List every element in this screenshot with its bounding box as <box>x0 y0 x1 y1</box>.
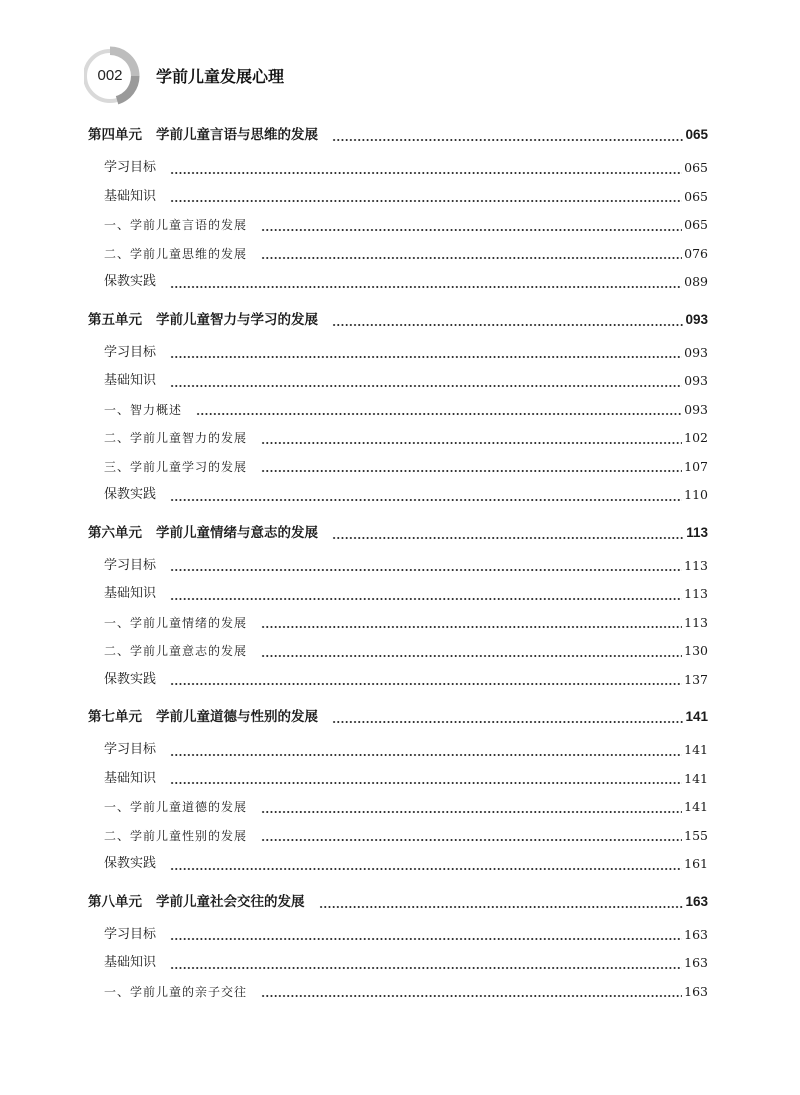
page-number: 002 <box>97 67 123 84</box>
dot-leader <box>332 721 683 723</box>
toc-page-number: 155 <box>684 827 708 843</box>
toc-page-number: 141 <box>684 770 708 786</box>
toc-entry-title: 保教实践 <box>104 671 157 687</box>
toc-unit-heading <box>88 698 318 736</box>
toc-section-entry[interactable] <box>88 793 708 822</box>
toc-entry-title: 保教实践 <box>104 856 157 871</box>
dot-leader <box>170 683 682 685</box>
toc-unit-label: 第七单元 <box>88 709 142 725</box>
dot-leader <box>332 139 683 141</box>
toc-entry-title: 一、学前儿童的亲子交往 <box>104 984 248 999</box>
toc-entry-title: 学习目标 <box>104 557 157 573</box>
dot-leader <box>170 569 682 571</box>
toc-sub-entry[interactable] <box>88 736 708 765</box>
dot-leader <box>196 413 682 415</box>
toc-section-entry[interactable] <box>88 637 708 666</box>
toc-entry-title: 基础知识 <box>104 586 157 601</box>
dot-leader <box>261 655 682 657</box>
toc-page-number: 102 <box>684 430 708 445</box>
toc-page-number: 141 <box>685 709 708 724</box>
toc-page-number: 130 <box>684 643 708 658</box>
toc-entry-title: 三、学前儿童学习的发展 <box>104 459 248 474</box>
dot-leader <box>261 626 682 628</box>
toc-entry-title: 学习目标 <box>104 926 157 942</box>
toc-entry-title: 基础知识 <box>104 770 157 786</box>
toc-entry-title: 保教实践 <box>104 274 157 289</box>
toc-sub-entry[interactable] <box>88 367 708 396</box>
toc-page-number: 141 <box>684 742 708 757</box>
toc-page-number: 089 <box>684 274 708 289</box>
toc-unit-title: 学前儿童道德与性别的发展 <box>156 709 318 725</box>
toc-section-entry[interactable] <box>88 822 708 851</box>
dot-leader <box>170 286 682 288</box>
toc-page-number: 065 <box>684 217 708 232</box>
toc-entry-title: 保教实践 <box>104 487 157 502</box>
toc-sub-entry[interactable] <box>88 552 708 581</box>
toc-unit-title: 学前儿童社会交往的发展 <box>156 893 305 910</box>
toc-entry-title: 基础知识 <box>104 373 157 388</box>
toc-page-number: 065 <box>685 127 708 142</box>
dot-leader <box>261 442 682 444</box>
toc-section-entry[interactable] <box>88 240 708 269</box>
toc-unit-entry[interactable] <box>88 514 708 552</box>
toc-page-number: 163 <box>684 983 708 999</box>
toc-page-number: 137 <box>684 671 708 687</box>
toc-page-number: 141 <box>684 799 708 814</box>
toc-sub-entry[interactable] <box>88 339 708 368</box>
toc-unit-entry[interactable] <box>88 698 708 736</box>
dot-leader <box>170 499 682 501</box>
toc-page-number: 113 <box>684 557 708 573</box>
toc-page-number: 113 <box>684 586 708 601</box>
toc-unit-heading <box>88 301 318 339</box>
toc-unit-entry[interactable] <box>88 883 708 921</box>
toc-page-number: 110 <box>684 487 708 502</box>
toc-entry-title: 一、学前儿童道德的发展 <box>104 800 248 814</box>
toc-unit-label: 第五单元 <box>88 311 142 328</box>
dot-leader <box>170 200 682 202</box>
toc-page-number: 093 <box>684 373 708 388</box>
toc-section-entry[interactable] <box>88 978 708 1007</box>
toc-unit-heading <box>88 116 318 154</box>
toc-sub-entry[interactable] <box>88 850 708 879</box>
toc-unit-entry[interactable] <box>88 116 708 154</box>
toc-unit-label: 第六单元 <box>88 524 142 541</box>
toc-section-entry[interactable] <box>88 453 708 482</box>
dot-leader <box>261 257 682 259</box>
toc-entry-title: 学习目标 <box>104 344 157 360</box>
dot-leader <box>170 782 682 784</box>
toc-entry-title: 二、学前儿童性别的发展 <box>104 828 248 843</box>
toc-section-entry[interactable] <box>88 424 708 453</box>
toc-entry-title: 二、学前儿童意志的发展 <box>104 644 248 658</box>
toc-sub-entry[interactable] <box>88 154 708 183</box>
toc-sub-entry[interactable] <box>88 921 708 950</box>
dot-leader <box>261 811 682 813</box>
toc-section-entry[interactable] <box>88 396 708 425</box>
toc-sub-entry[interactable] <box>88 949 708 978</box>
toc-sub-entry[interactable] <box>88 765 708 794</box>
book-title: 学前儿童发展心理 <box>156 67 285 86</box>
dot-leader <box>261 470 682 472</box>
toc-unit-heading <box>88 514 318 552</box>
dot-leader <box>170 356 682 358</box>
dot-leader <box>170 754 682 756</box>
dot-leader <box>261 995 682 997</box>
dot-leader <box>170 868 682 870</box>
toc-unit-label: 第四单元 <box>88 127 142 143</box>
toc-unit-heading <box>88 883 305 921</box>
toc-page-number: 076 <box>684 245 708 261</box>
toc-entry-title: 一、学前儿童情绪的发展 <box>104 615 248 630</box>
dot-leader <box>319 906 684 908</box>
toc-sub-entry[interactable] <box>88 183 708 212</box>
toc-page-number: 113 <box>686 524 708 540</box>
toc-page-number: 163 <box>684 955 708 970</box>
toc-entry-title: 学习目标 <box>104 742 157 757</box>
toc-entry-title: 基础知识 <box>104 955 157 970</box>
dot-leader <box>170 172 682 174</box>
toc-page-number: 107 <box>684 458 708 474</box>
toc-unit-title: 学前儿童言语与思维的发展 <box>156 127 318 143</box>
toc-sub-entry[interactable] <box>88 580 708 609</box>
dot-leader <box>170 938 682 940</box>
toc-entry-title: 二、学前儿童智力的发展 <box>104 431 248 445</box>
toc-unit-label: 第八单元 <box>88 893 142 910</box>
toc-page-number: 163 <box>685 893 708 909</box>
dot-leader <box>261 229 682 231</box>
toc-sub-entry[interactable] <box>88 666 708 695</box>
dot-leader <box>332 537 684 539</box>
dot-leader <box>170 385 682 387</box>
toc-page-number: 093 <box>684 401 708 417</box>
toc-page-number: 161 <box>684 856 708 871</box>
dot-leader <box>170 967 682 969</box>
toc-sub-entry[interactable] <box>88 481 708 510</box>
toc-entry-title: 二、学前儿童思维的发展 <box>104 246 248 261</box>
toc-entry-title: 基础知识 <box>104 188 157 204</box>
toc-entry-title: 一、智力概述 <box>104 402 183 417</box>
toc-page-number: 093 <box>685 311 708 327</box>
page-header <box>84 46 484 106</box>
toc-entry-title: 一、学前儿童言语的发展 <box>104 218 248 232</box>
toc-section-entry[interactable] <box>88 211 708 240</box>
toc-page-number: 065 <box>684 160 708 175</box>
toc-unit-entry[interactable] <box>88 301 708 339</box>
dot-leader <box>170 598 682 600</box>
toc-unit-title: 学前儿童情绪与意志的发展 <box>156 524 318 541</box>
dot-leader <box>261 839 682 841</box>
toc-sub-entry[interactable] <box>88 268 708 297</box>
dot-leader <box>332 324 683 326</box>
toc-section-entry[interactable] <box>88 609 708 638</box>
table-of-contents <box>88 116 708 1006</box>
toc-page-number: 163 <box>684 926 708 942</box>
toc-page-number: 113 <box>684 614 708 630</box>
toc-page-number: 093 <box>684 344 708 360</box>
toc-unit-title: 学前儿童智力与学习的发展 <box>156 311 318 328</box>
toc-page-number: 065 <box>684 188 708 204</box>
toc-entry-title: 学习目标 <box>104 160 157 175</box>
